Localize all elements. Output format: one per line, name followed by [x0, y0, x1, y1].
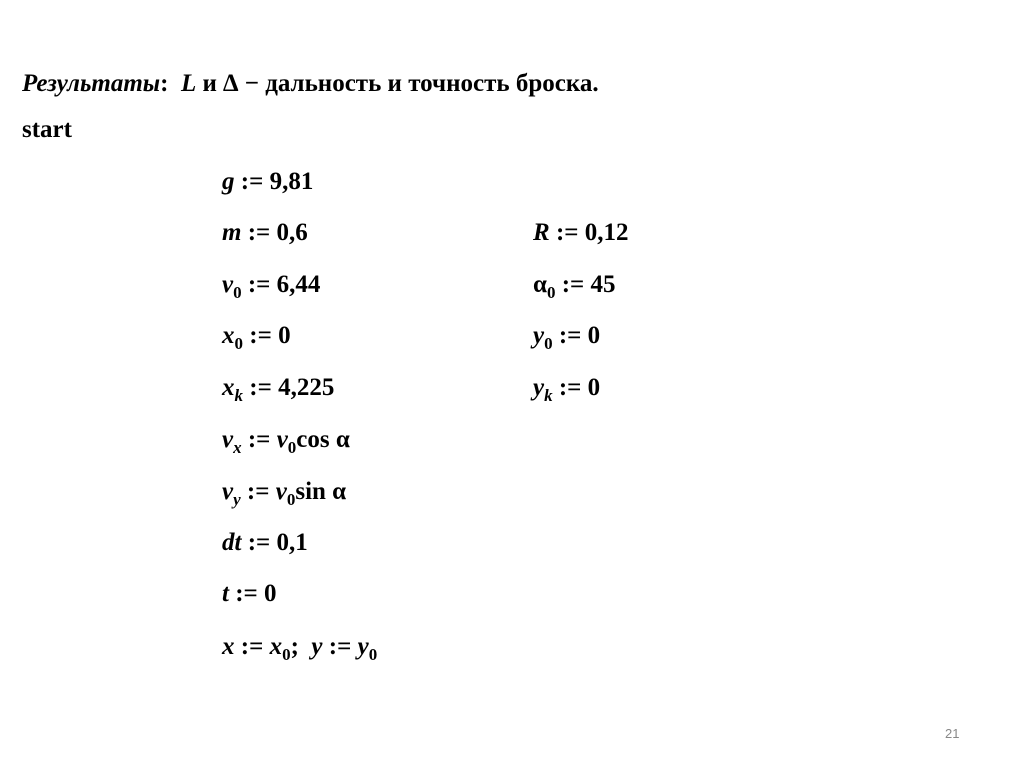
formula-segment: := [322, 633, 358, 660]
equation-right [533, 373, 600, 411]
equation-right [533, 218, 629, 248]
formula-segment: := 4,225 [243, 374, 335, 401]
formula-segment: v [222, 426, 234, 453]
formula-segment: := 0 [228, 580, 277, 607]
equation-left [222, 528, 308, 558]
formula-segment: := 0,12 [549, 219, 629, 246]
formula-segment: start [22, 116, 72, 143]
formula-segment: v [222, 478, 234, 505]
formula-segment: x [222, 322, 235, 349]
formula-segment: := 0 [243, 322, 291, 349]
equation-left [222, 218, 308, 248]
formula-segment: 0 [234, 334, 243, 353]
equation-left [222, 477, 346, 515]
formula-segment: k [544, 386, 553, 405]
equation-left [222, 425, 350, 463]
formula-segment: := 0,1 [241, 529, 308, 556]
formula-segment: sin α [295, 478, 347, 505]
formula-segment: ; [290, 633, 312, 660]
formula-segment: y [357, 633, 369, 660]
formula-segment: 0 [282, 645, 291, 664]
formula-segment: R [533, 219, 550, 246]
equation-right [533, 321, 600, 359]
formula-segment: 0 [368, 645, 378, 664]
formula-segment: и ∆ − дальность и точность броска. [196, 70, 599, 97]
formula-segment: g [222, 168, 235, 195]
formula-segment: := 0,6 [241, 219, 308, 246]
formula-segment: v [222, 271, 234, 298]
formula-segment: y [311, 633, 323, 660]
equation-left [222, 321, 291, 359]
formula-segment: k [234, 386, 243, 405]
formula-segment: Результаты [22, 70, 161, 97]
formula-segment: L [180, 70, 197, 97]
formula-segment: := 45 [555, 271, 616, 298]
formula-segment: x [269, 633, 283, 660]
formula-segment: : [160, 70, 181, 97]
formula-segment: α [533, 271, 547, 298]
formula-segment: x [222, 374, 235, 401]
formula-segment: 0 [287, 438, 297, 457]
formula-segment: := [234, 633, 270, 660]
formula-segment: := 0 [552, 322, 601, 349]
equation-left [222, 579, 277, 609]
formula-segment: 0 [233, 283, 242, 302]
formula-segment: y [233, 490, 241, 509]
equation-left [222, 373, 334, 411]
formula-segment: 0 [546, 283, 556, 302]
formula-segment: := [241, 426, 277, 453]
formula-segment: m [222, 219, 242, 246]
formula-segment: x [233, 438, 242, 457]
formula-segment: := 0 [552, 374, 601, 401]
formula-segment: dt [222, 529, 242, 556]
formula-segment: v [276, 426, 288, 453]
formula-segment: := 9,81 [234, 168, 314, 195]
equation-left [222, 167, 313, 197]
formula-segment: cos α [296, 426, 350, 453]
formula-segment: t [222, 580, 229, 607]
formula-segment: y [533, 374, 545, 401]
equation-left [222, 632, 377, 670]
formula-segment: 0 [544, 334, 553, 353]
formula-segment: 0 [286, 490, 296, 509]
page-number: 21 [945, 726, 960, 741]
equation-left [222, 270, 320, 308]
formula-segment: := [240, 478, 276, 505]
formula-segment: := 6,44 [241, 271, 321, 298]
start-label [22, 115, 72, 145]
formula-segment: x [222, 633, 235, 660]
formula-segment: y [533, 322, 545, 349]
slide-title [22, 69, 599, 99]
equation-right [533, 270, 616, 308]
formula-segment: v [275, 478, 287, 505]
